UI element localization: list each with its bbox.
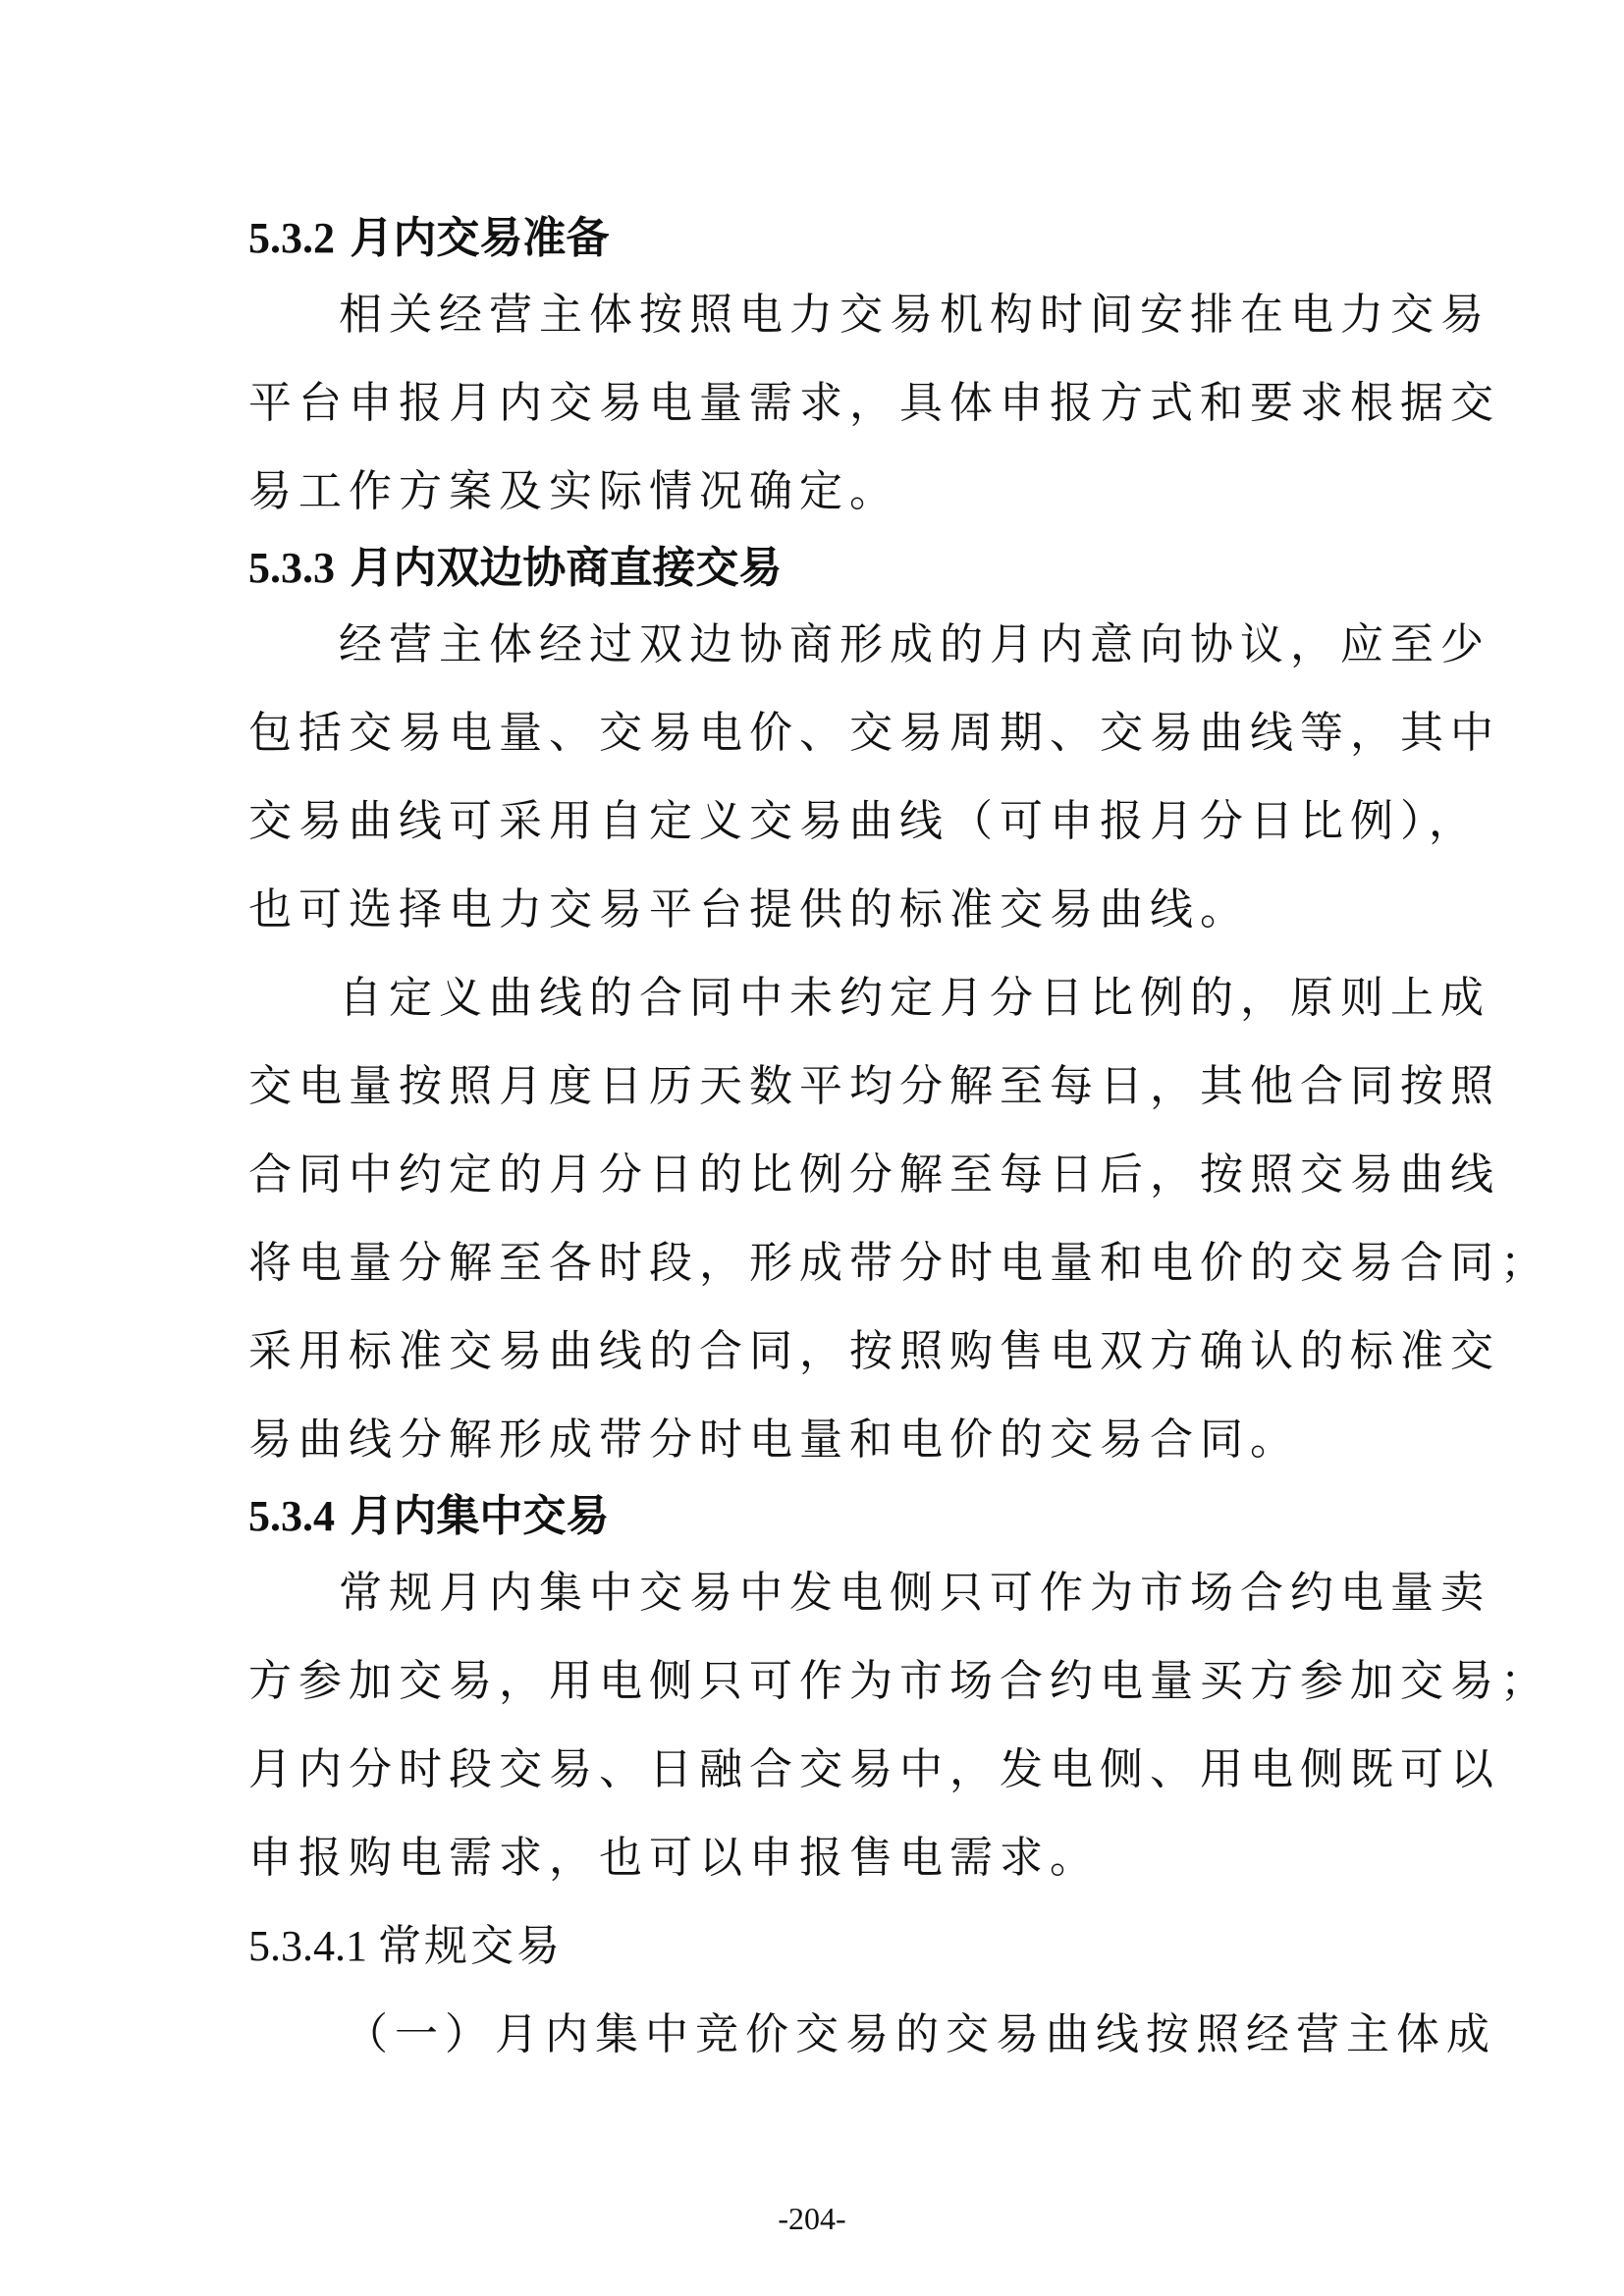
section-heading-5-3-4	[248, 1488, 1387, 1545]
paragraph-line: 也可选择电力交易平台提供的标准交易曲线。	[248, 884, 1250, 934]
paragraph-line: 包括交易电量、交易电价、交易周期、交易曲线等，其中	[248, 708, 1500, 758]
section-heading-5-3-2	[248, 210, 1387, 267]
paragraph-line: 将电量分解至各时段，形成带分时电量和电价的交易合同；	[248, 1238, 1550, 1288]
section-number: 5.3.4	[248, 1492, 335, 1540]
paragraph-line: 相关经营主体按照电力交易机构时间安排在电力交易	[339, 290, 1490, 340]
document-body	[248, 210, 1550, 2079]
section-number: 5.3.3	[248, 544, 335, 592]
paragraph-line: 易曲线分解形成带分时电量和电价的交易合同。	[248, 1415, 1300, 1465]
paragraph-line: 经营主体经过双边协商形成的月内意向协议，应至少	[339, 619, 1490, 669]
paragraph	[248, 1991, 1496, 2079]
paragraph	[248, 271, 1500, 536]
paragraph	[248, 601, 1500, 954]
paragraph-line: 自定义曲线的合同中未约定月分日比例的，原则上成	[339, 973, 1490, 1023]
paragraph-line: 采用标准交易曲线的合同，按照购售电双方确认的标准交	[248, 1326, 1500, 1376]
subsection-title: 常规交易	[378, 1921, 563, 1971]
paragraph-line: 常规月内集中交易中发电侧只可作为市场合约电量卖	[339, 1568, 1490, 1618]
page-number: -204-	[778, 2201, 846, 2236]
section-title: 月内双边协商直接交易	[350, 543, 783, 593]
paragraph-line: 平台申报月内交易电量需求，具体申报方式和要求根据交	[248, 378, 1500, 428]
paragraph-line: 合同中约定的月分日的比例分解至每日后，按照交易曲线	[248, 1149, 1500, 1200]
paragraph-line: 月内分时段交易、日融合交易中，发电侧、用电侧既可以	[248, 1744, 1500, 1794]
subsection-heading-5-3-4-1	[248, 1902, 1387, 1991]
paragraph-line: 交易曲线可采用自定义交易曲线（可申报月分日比例），	[248, 796, 1479, 846]
section-number: 5.3.2	[248, 214, 335, 262]
section-heading-5-3-3	[248, 540, 1387, 597]
subsection-number: 5.3.4.1	[248, 1922, 367, 1970]
paragraph-line: 易工作方案及实际情况确定。	[248, 466, 899, 516]
paragraph-line: 申报购电需求，也可以申报售电需求。	[248, 1833, 1100, 1883]
paragraph-line: （一）月内集中竞价交易的交易曲线按照经营主体成	[345, 2009, 1496, 2059]
paragraph	[248, 1549, 1550, 1902]
section-title: 月内交易准备	[350, 213, 610, 263]
paragraph-line: 方参加交易，用电侧只可作为市场合约电量买方参加交易；	[248, 1656, 1550, 1706]
paragraph	[248, 954, 1550, 1484]
paragraph-line: 交电量按照月度日历天数平均分解至每日，其他合同按照	[248, 1061, 1500, 1111]
section-title: 月内集中交易	[350, 1491, 610, 1541]
